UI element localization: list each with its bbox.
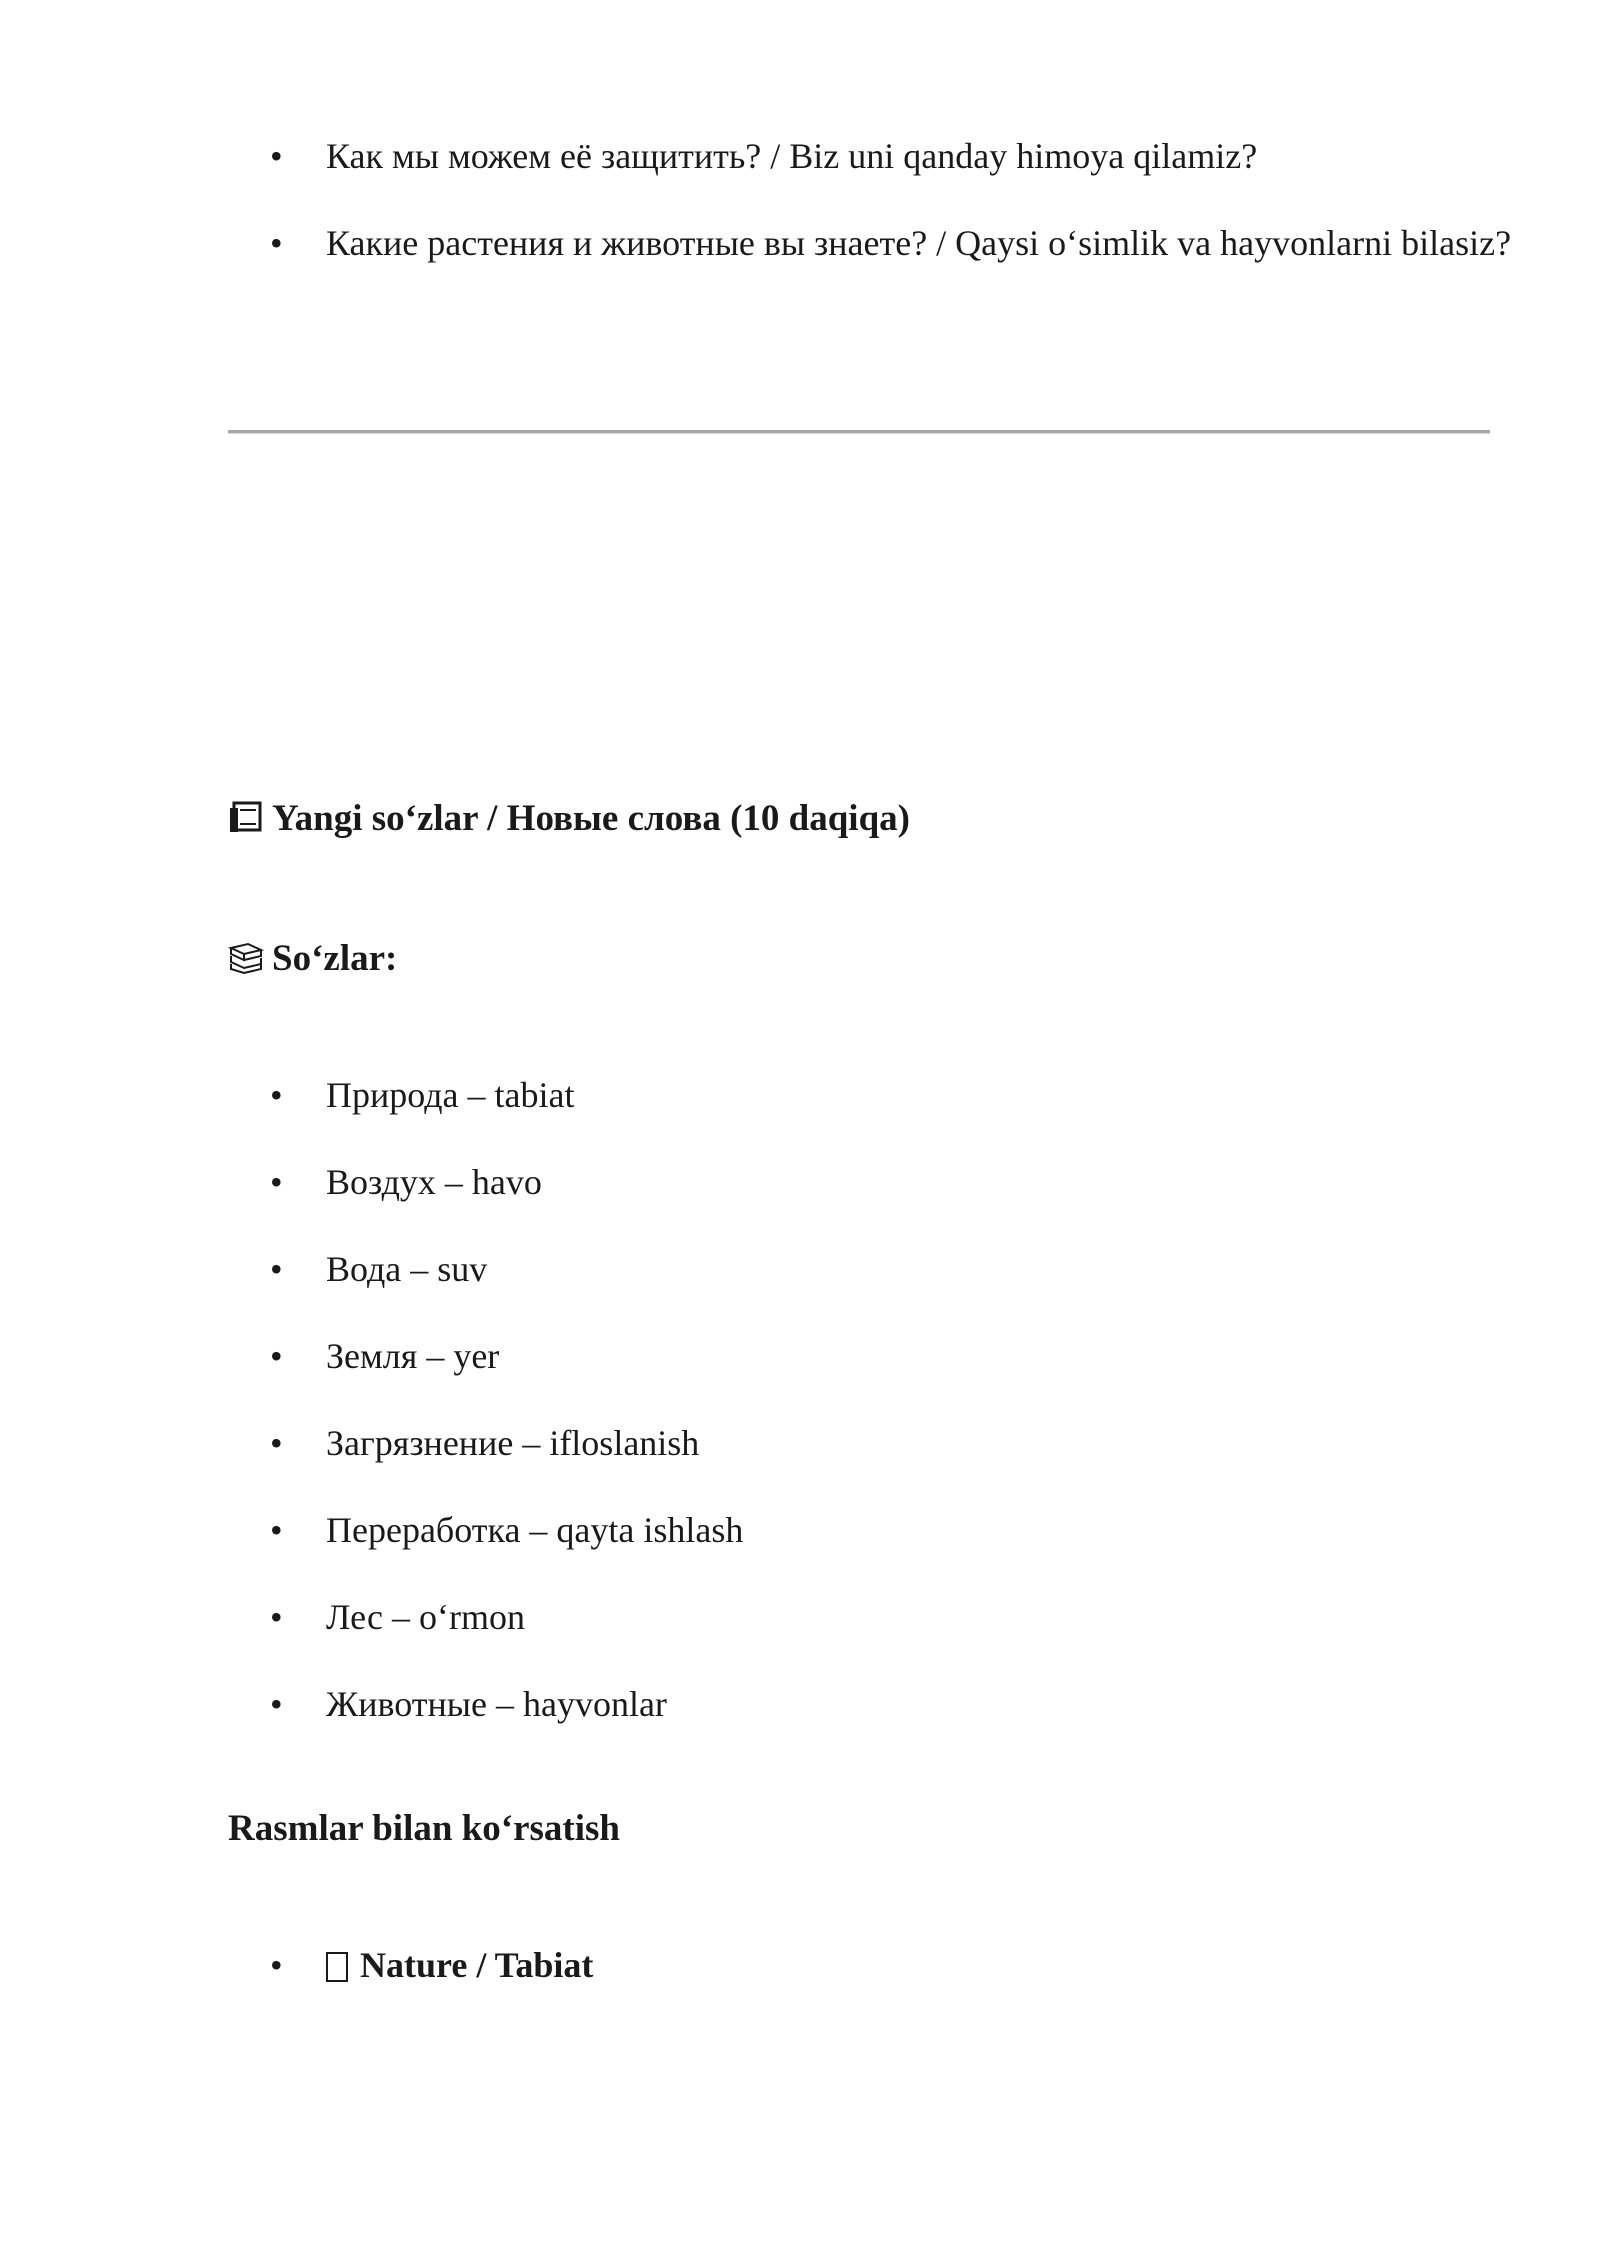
vocab-word: Вода – suv [326, 1249, 488, 1289]
bullet: • [270, 1336, 283, 1376]
question-text: Какие растения и животные вы знаете? / Qaysi o‘simlik va hayvonlarni bilasiz? [326, 223, 1512, 263]
bullet: • [270, 1510, 283, 1550]
pictures-heading [228, 1807, 620, 1850]
bullet: • [270, 1249, 283, 1289]
bullet: • [270, 1945, 283, 1985]
missing-glyph-icon [326, 1952, 348, 1982]
picture-item [326, 1922, 593, 2009]
section-heading [228, 797, 910, 844]
bullet: • [270, 1597, 283, 1637]
vocab-word: Животные – hayvonlar [326, 1684, 667, 1724]
vocab-word: Земля – yer [326, 1336, 500, 1376]
bullet: • [270, 1162, 283, 1202]
vocab-word: Загрязнение – ifloslanish [326, 1423, 700, 1463]
words-heading-label: So‘zlar: [272, 938, 398, 979]
horizontal-rule [228, 430, 1490, 434]
pictures-heading-label: Rasmlar bilan ko‘rsatish [228, 1808, 620, 1849]
book-icon [228, 800, 264, 844]
bullet: • [270, 223, 283, 263]
bullet: • [270, 1423, 283, 1463]
vocab-word: Переработка – qayta ishlash [326, 1510, 744, 1550]
bullet: • [270, 136, 283, 176]
vocab-word: Лес – o‘rmon [326, 1597, 526, 1637]
books-stack-icon [228, 941, 264, 984]
bullet: • [270, 1684, 283, 1724]
bullet: • [270, 1075, 283, 1115]
section-title: Yangi so‘zlar / Новые слова (10 daqiqa) [272, 798, 910, 839]
words-heading [228, 937, 397, 984]
vocab-word: Природа – tabiat [326, 1075, 575, 1115]
vocab-word: Воздух – havo [326, 1162, 542, 1202]
question-text: Как мы можем её защитить? / Biz uni qanday himoya qilamiz? [326, 136, 1258, 176]
picture-item-label: Nature / Tabiat [360, 1945, 594, 1985]
